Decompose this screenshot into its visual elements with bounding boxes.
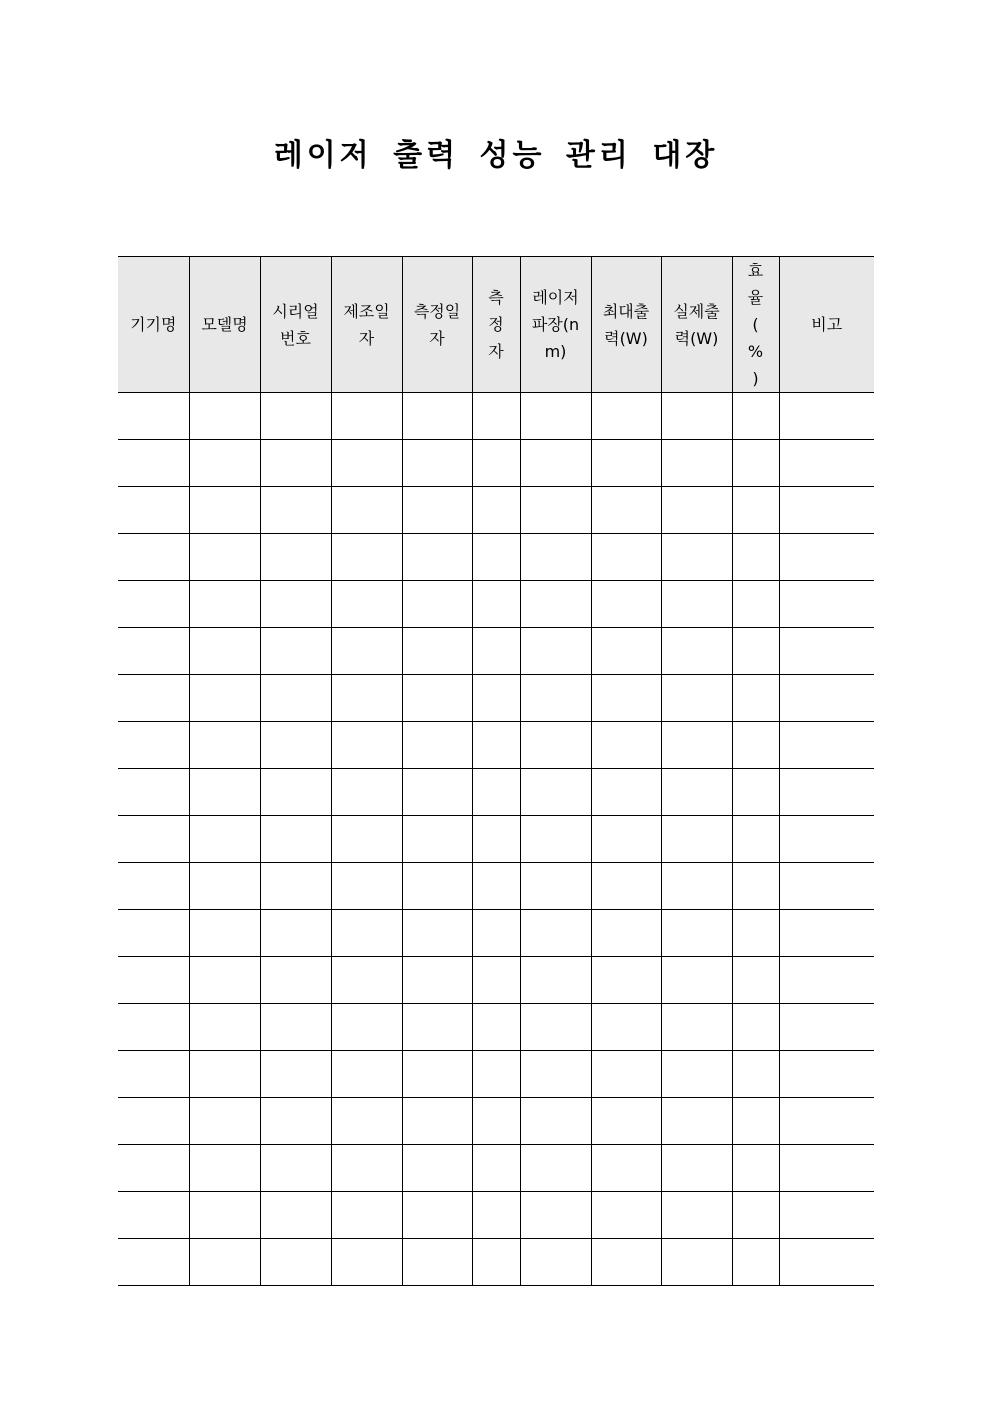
table-cell[interactable] — [732, 1004, 779, 1051]
table-cell[interactable] — [260, 816, 331, 863]
table-cell[interactable] — [331, 1145, 402, 1192]
table-cell[interactable] — [732, 769, 779, 816]
table-cell[interactable] — [402, 534, 472, 581]
table-cell[interactable] — [260, 628, 331, 675]
table-cell[interactable] — [520, 1051, 591, 1098]
table-cell[interactable] — [260, 675, 331, 722]
table-cell[interactable] — [661, 863, 732, 910]
table-cell[interactable] — [779, 393, 874, 440]
table-cell[interactable] — [260, 1004, 331, 1051]
table-cell[interactable] — [331, 816, 402, 863]
table-cell[interactable] — [402, 440, 472, 487]
table-cell[interactable] — [472, 440, 520, 487]
table-cell[interactable] — [189, 581, 260, 628]
table-cell[interactable] — [732, 487, 779, 534]
table-cell[interactable] — [118, 675, 189, 722]
column-header-max-output: 최대출력(W) — [591, 257, 661, 393]
table-row — [118, 816, 874, 863]
column-header-measurement-date: 측정일자 — [402, 257, 472, 393]
table-cell[interactable] — [189, 910, 260, 957]
table-cell[interactable] — [520, 816, 591, 863]
table-cell[interactable] — [402, 1192, 472, 1239]
table-cell[interactable] — [402, 816, 472, 863]
table-cell[interactable] — [520, 722, 591, 769]
table-row — [118, 1145, 874, 1192]
table-cell[interactable] — [118, 1098, 189, 1145]
table-cell[interactable] — [472, 1098, 520, 1145]
table-row — [118, 1239, 874, 1286]
column-header-model-name: 모델명 — [189, 257, 260, 393]
table-cell[interactable] — [591, 910, 661, 957]
table-cell[interactable] — [472, 816, 520, 863]
table-cell[interactable] — [779, 1145, 874, 1192]
table-cell[interactable] — [118, 1145, 189, 1192]
table-cell[interactable] — [472, 534, 520, 581]
table-cell[interactable] — [520, 581, 591, 628]
table-cell[interactable] — [661, 957, 732, 1004]
table-cell[interactable] — [118, 1051, 189, 1098]
table-cell[interactable] — [189, 440, 260, 487]
table-cell[interactable] — [472, 769, 520, 816]
table-cell[interactable] — [189, 1192, 260, 1239]
table-cell[interactable] — [472, 628, 520, 675]
table-cell[interactable] — [520, 393, 591, 440]
table-cell[interactable] — [331, 628, 402, 675]
table-cell[interactable] — [118, 393, 189, 440]
table-cell[interactable] — [331, 1239, 402, 1286]
table-cell[interactable] — [189, 1051, 260, 1098]
table-cell[interactable] — [402, 628, 472, 675]
table-cell[interactable] — [591, 1051, 661, 1098]
table-cell[interactable] — [661, 1192, 732, 1239]
document-title: 레이저 출력 성능 관리 대장 — [273, 138, 719, 173]
table-cell[interactable] — [331, 957, 402, 1004]
table-row — [118, 675, 874, 722]
table-cell[interactable] — [661, 440, 732, 487]
table-cell[interactable] — [779, 1192, 874, 1239]
table-row — [118, 722, 874, 769]
table-cell[interactable] — [661, 487, 732, 534]
table-cell[interactable] — [472, 910, 520, 957]
table-cell[interactable] — [118, 487, 189, 534]
table-cell[interactable] — [189, 863, 260, 910]
table-cell[interactable] — [779, 1098, 874, 1145]
table-cell[interactable] — [779, 1239, 874, 1286]
table-cell[interactable] — [732, 534, 779, 581]
table-header-row — [118, 257, 874, 393]
table-cell[interactable] — [331, 534, 402, 581]
table-cell[interactable] — [402, 1098, 472, 1145]
table-row — [118, 487, 874, 534]
table-cell[interactable] — [402, 581, 472, 628]
table-cell[interactable] — [591, 1192, 661, 1239]
table-cell[interactable] — [331, 675, 402, 722]
table-cell[interactable] — [189, 722, 260, 769]
table-cell[interactable] — [402, 910, 472, 957]
table-cell[interactable] — [331, 910, 402, 957]
table-cell[interactable] — [591, 816, 661, 863]
table-cell[interactable] — [331, 863, 402, 910]
table-cell[interactable] — [260, 1239, 331, 1286]
column-header-laser-wavelength: 레이저파장(nm) — [520, 257, 591, 393]
table-cell[interactable] — [260, 487, 331, 534]
table-cell[interactable] — [732, 910, 779, 957]
table-cell[interactable] — [331, 722, 402, 769]
table-cell[interactable] — [520, 1239, 591, 1286]
table-cell[interactable] — [661, 1098, 732, 1145]
table-cell[interactable] — [189, 1098, 260, 1145]
table-cell[interactable] — [520, 1192, 591, 1239]
table-cell[interactable] — [331, 487, 402, 534]
table-cell[interactable] — [189, 393, 260, 440]
table-cell[interactable] — [118, 910, 189, 957]
table-cell[interactable] — [661, 1051, 732, 1098]
table-cell[interactable] — [661, 1145, 732, 1192]
table-cell[interactable] — [520, 1098, 591, 1145]
table-cell[interactable] — [189, 769, 260, 816]
column-header-device-name: 기기명 — [118, 257, 189, 393]
table-cell[interactable] — [260, 722, 331, 769]
table-cell[interactable] — [118, 440, 189, 487]
table-cell[interactable] — [732, 1051, 779, 1098]
table-cell[interactable] — [779, 628, 874, 675]
table-cell[interactable] — [591, 769, 661, 816]
table-cell[interactable] — [472, 675, 520, 722]
table-cell[interactable] — [402, 675, 472, 722]
table-cell[interactable] — [591, 1098, 661, 1145]
table-row — [118, 440, 874, 487]
table-cell[interactable] — [732, 1098, 779, 1145]
table-cell[interactable] — [520, 957, 591, 1004]
table-cell[interactable] — [402, 769, 472, 816]
table-row — [118, 910, 874, 957]
table-cell[interactable] — [779, 863, 874, 910]
table-cell[interactable] — [189, 675, 260, 722]
table-cell[interactable] — [661, 675, 732, 722]
table-cell[interactable] — [732, 581, 779, 628]
table-cell[interactable] — [402, 957, 472, 1004]
table-cell[interactable] — [661, 628, 732, 675]
table-cell[interactable] — [732, 393, 779, 440]
table-cell[interactable] — [260, 863, 331, 910]
table-cell[interactable] — [520, 487, 591, 534]
table-cell[interactable] — [402, 722, 472, 769]
table-cell[interactable] — [260, 1192, 331, 1239]
table-cell[interactable] — [260, 393, 331, 440]
table-cell[interactable] — [118, 816, 189, 863]
table-cell[interactable] — [732, 863, 779, 910]
table-cell[interactable] — [661, 1239, 732, 1286]
table-cell[interactable] — [472, 393, 520, 440]
table-cell[interactable] — [402, 487, 472, 534]
table-cell[interactable] — [591, 534, 661, 581]
table-cell[interactable] — [472, 722, 520, 769]
column-header-remarks: 비고 — [779, 257, 874, 393]
column-header-manufacture-date: 제조일자 — [331, 257, 402, 393]
table-row — [118, 769, 874, 816]
table-cell[interactable] — [779, 1004, 874, 1051]
table-cell[interactable] — [520, 863, 591, 910]
table-cell[interactable] — [402, 1239, 472, 1286]
table-cell[interactable] — [661, 769, 732, 816]
table-cell[interactable] — [118, 722, 189, 769]
table-cell[interactable] — [331, 1051, 402, 1098]
table-cell[interactable] — [118, 1004, 189, 1051]
table-cell[interactable] — [472, 1051, 520, 1098]
table-row — [118, 957, 874, 1004]
table-cell[interactable] — [472, 1192, 520, 1239]
table-cell[interactable] — [591, 393, 661, 440]
table-cell[interactable] — [779, 487, 874, 534]
table-cell[interactable] — [779, 440, 874, 487]
table-cell[interactable] — [520, 910, 591, 957]
table-cell[interactable] — [779, 816, 874, 863]
table-cell[interactable] — [331, 440, 402, 487]
table-cell[interactable] — [189, 957, 260, 1004]
table-cell[interactable] — [472, 957, 520, 1004]
column-header-measurer: 측정자 — [472, 257, 520, 393]
table-cell[interactable] — [591, 675, 661, 722]
table-cell[interactable] — [472, 487, 520, 534]
table-cell[interactable] — [331, 1192, 402, 1239]
table-cell[interactable] — [591, 957, 661, 1004]
table-cell[interactable] — [189, 1004, 260, 1051]
table-cell[interactable] — [118, 1192, 189, 1239]
table-cell[interactable] — [661, 722, 732, 769]
table-cell[interactable] — [520, 628, 591, 675]
table-cell[interactable] — [118, 628, 189, 675]
table-cell[interactable] — [732, 1192, 779, 1239]
table-cell[interactable] — [779, 675, 874, 722]
table-cell[interactable] — [118, 863, 189, 910]
table-cell[interactable] — [732, 816, 779, 863]
table-cell[interactable] — [591, 628, 661, 675]
table-cell[interactable] — [661, 816, 732, 863]
table-cell[interactable] — [331, 1004, 402, 1051]
table-cell[interactable] — [260, 1051, 331, 1098]
table-row — [118, 1192, 874, 1239]
table-cell[interactable] — [591, 863, 661, 910]
table-cell[interactable] — [472, 1239, 520, 1286]
table-cell[interactable] — [260, 534, 331, 581]
table-cell[interactable] — [661, 393, 732, 440]
table-cell[interactable] — [520, 440, 591, 487]
table-cell[interactable] — [260, 1145, 331, 1192]
column-header-actual-output: 실제출력(W) — [661, 257, 732, 393]
table-cell[interactable] — [189, 487, 260, 534]
column-header-efficiency: 효율(%) — [732, 257, 779, 393]
table-cell[interactable] — [189, 816, 260, 863]
table-cell[interactable] — [732, 1145, 779, 1192]
table-row — [118, 393, 874, 440]
table-row — [118, 863, 874, 910]
table-cell[interactable] — [260, 581, 331, 628]
table-cell[interactable] — [591, 440, 661, 487]
table-cell[interactable] — [779, 769, 874, 816]
table-cell[interactable] — [402, 1145, 472, 1192]
table-cell[interactable] — [331, 769, 402, 816]
table-cell[interactable] — [661, 1004, 732, 1051]
table-cell[interactable] — [779, 1051, 874, 1098]
table-cell[interactable] — [661, 534, 732, 581]
table-cell[interactable] — [591, 722, 661, 769]
table-cell[interactable] — [472, 1004, 520, 1051]
table-cell[interactable] — [189, 628, 260, 675]
table-cell[interactable] — [331, 1098, 402, 1145]
table-cell[interactable] — [661, 910, 732, 957]
table-cell[interactable] — [472, 863, 520, 910]
table-cell[interactable] — [402, 1051, 472, 1098]
table-cell[interactable] — [260, 440, 331, 487]
table-row — [118, 534, 874, 581]
table-cell[interactable] — [260, 769, 331, 816]
table-cell[interactable] — [779, 534, 874, 581]
table-cell[interactable] — [260, 910, 331, 957]
table-cell[interactable] — [732, 957, 779, 1004]
table-row — [118, 1004, 874, 1051]
table-cell[interactable] — [189, 534, 260, 581]
table-cell[interactable] — [732, 722, 779, 769]
table-cell[interactable] — [661, 581, 732, 628]
table-cell[interactable] — [402, 863, 472, 910]
laser-output-ledger-table — [118, 256, 874, 1286]
table-cell[interactable] — [118, 769, 189, 816]
table-cell[interactable] — [118, 581, 189, 628]
table-cell[interactable] — [591, 1004, 661, 1051]
table-cell[interactable] — [520, 769, 591, 816]
table-row — [118, 1098, 874, 1145]
table-cell[interactable] — [402, 1004, 472, 1051]
table-row — [118, 581, 874, 628]
table-cell[interactable] — [779, 910, 874, 957]
table-cell[interactable] — [118, 957, 189, 1004]
table-cell[interactable] — [331, 581, 402, 628]
table-cell[interactable] — [732, 1239, 779, 1286]
table-cell[interactable] — [520, 1004, 591, 1051]
table-cell[interactable] — [402, 393, 472, 440]
table-cell[interactable] — [732, 628, 779, 675]
table-cell[interactable] — [591, 581, 661, 628]
table-cell[interactable] — [472, 581, 520, 628]
table-cell[interactable] — [260, 1098, 331, 1145]
table-cell[interactable] — [189, 1145, 260, 1192]
table-cell[interactable] — [591, 1145, 661, 1192]
table-row — [118, 628, 874, 675]
table-row — [118, 1051, 874, 1098]
table-cell[interactable] — [732, 675, 779, 722]
column-header-serial-number: 시리얼번호 — [260, 257, 331, 393]
table-cell[interactable] — [779, 722, 874, 769]
table-cell[interactable] — [520, 675, 591, 722]
table-cell[interactable] — [591, 1239, 661, 1286]
table-cell[interactable] — [118, 1239, 189, 1286]
table-cell[interactable] — [520, 1145, 591, 1192]
table-cell[interactable] — [520, 534, 591, 581]
table-cell[interactable] — [779, 581, 874, 628]
table-cell[interactable] — [260, 957, 331, 1004]
table-cell[interactable] — [472, 1145, 520, 1192]
table-cell[interactable] — [732, 440, 779, 487]
table-cell[interactable] — [331, 393, 402, 440]
table-cell[interactable] — [118, 534, 189, 581]
table-cell[interactable] — [189, 1239, 260, 1286]
table-cell[interactable] — [591, 487, 661, 534]
table-cell[interactable] — [779, 957, 874, 1004]
